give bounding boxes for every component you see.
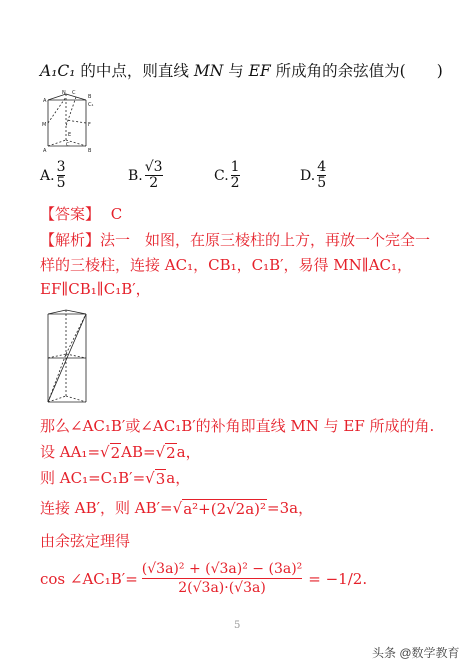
- question-line: [40, 59, 443, 81]
- numerator: 3: [56, 159, 66, 175]
- fig1-label: F: [88, 122, 91, 128]
- text: a，: [166, 469, 191, 487]
- answer-value: C: [110, 205, 123, 223]
- watermark: [372, 644, 460, 661]
- fig1-label: N: [62, 90, 66, 96]
- option-fraction: [317, 160, 326, 191]
- fig1-label: E: [68, 132, 72, 138]
- fig1-label: C: [66, 142, 70, 148]
- answer-label: 【答案】: [40, 205, 101, 223]
- segment-a1c1: A₁C₁: [40, 62, 76, 80]
- analysis-line-6: [40, 467, 190, 488]
- analysis-line-3: EF∥CB₁∥C₁B′，: [40, 280, 151, 298]
- text: 设 AA₁=: [40, 443, 101, 461]
- text: 连接 AB′，则 AB′=: [40, 499, 173, 517]
- denominator: 5: [317, 175, 327, 191]
- sqrt-2: √ 2: [155, 443, 176, 462]
- sqrt-2: √ 2: [100, 443, 121, 462]
- answer-options: [40, 160, 440, 200]
- text: AB=: [121, 443, 156, 461]
- sqrt-3: √ 3: [145, 469, 166, 488]
- page-number: 5: [234, 620, 241, 631]
- question-text-2: 与: [223, 62, 249, 80]
- denominator: 2: [149, 175, 159, 191]
- numerator: 4: [317, 159, 327, 175]
- prism-figure: [36, 90, 106, 154]
- watermark-text: 头条 @数学教育: [372, 646, 460, 660]
- analysis-text: 法一 如图，在原三棱柱的上方，再放一个完全一: [100, 231, 431, 249]
- option-a[interactable]: [40, 160, 65, 191]
- cos-fraction: [142, 560, 302, 597]
- segment-ef: EF: [248, 62, 271, 80]
- option-letter: B.: [128, 167, 143, 184]
- option-fraction: [145, 160, 163, 191]
- numerator: 1: [230, 159, 240, 175]
- analysis-line-5: [40, 441, 201, 462]
- analysis-line-1: [40, 229, 430, 250]
- analysis-line-8: 由余弦定理得: [40, 532, 131, 550]
- question-text-3: 所成角的余弦值为( ): [270, 62, 443, 80]
- analysis-line-2: 样的三棱柱，连接 AC₁，CB₁，C₁B′，易得 MN∥AC₁，: [40, 256, 413, 274]
- option-c[interactable]: [214, 160, 240, 191]
- option-letter: C.: [214, 167, 229, 184]
- cos-left: cos ∠AC₁B′=: [40, 569, 138, 588]
- fig1-label: M: [42, 122, 47, 128]
- analysis-label: 【解析】: [40, 231, 101, 249]
- stacked-prism-figure: [36, 308, 106, 408]
- text: 则 AC₁=C₁B′=: [40, 469, 146, 487]
- question-text-1: 的中点，则直线: [75, 62, 194, 80]
- cos-numerator: (√3a)² + (√3a)² − (3a)²: [141, 561, 303, 577]
- fig1-label: B: [88, 94, 92, 100]
- fig1-label: C₁: [88, 102, 94, 108]
- option-letter: A.: [40, 167, 55, 184]
- fig1-label: A: [43, 98, 47, 104]
- answer-line: [40, 203, 122, 224]
- option-letter: D.: [300, 167, 316, 184]
- denominator: 2: [230, 175, 240, 191]
- option-b[interactable]: [128, 160, 163, 191]
- analysis-line-9: [40, 560, 367, 597]
- numerator: √3: [144, 159, 163, 175]
- text: a，: [176, 443, 201, 461]
- fig1-label: B: [88, 148, 92, 154]
- fig1-label: A: [43, 148, 47, 154]
- segment-mn: MN: [193, 62, 224, 80]
- option-fraction: [231, 160, 240, 191]
- cos-denominator: 2(√3a)·(√3a): [178, 580, 266, 596]
- fig1-label: C: [72, 90, 76, 96]
- sqrt-expression: √ a²+(2√2a)²: [172, 499, 267, 518]
- option-d[interactable]: [300, 160, 326, 191]
- cos-result: = −1/2.: [308, 569, 368, 588]
- analysis-line-7: [40, 497, 313, 518]
- denominator: 5: [56, 175, 66, 191]
- option-fraction: [57, 160, 66, 191]
- analysis-line-4: 那么∠AC₁B′或∠AC₁B′的补角即直线 MN 与 EF 所成的角.: [40, 417, 435, 435]
- text: =3a，: [267, 499, 314, 517]
